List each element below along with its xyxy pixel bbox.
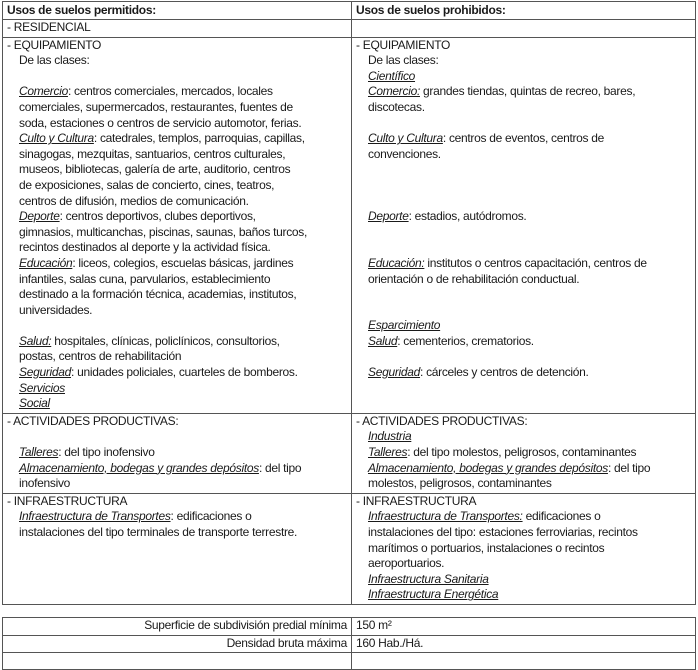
line-text: ACTIVIDADES PRODUCTIVAS: [362,413,528,428]
text-line [356,256,691,272]
text-line [7,256,347,272]
text-line [7,131,347,147]
line-text: INFRAESTRUCTURA [13,493,128,508]
text-line [7,476,347,492]
text-line [356,476,691,492]
category-label: Infraestructura de Transportes: [368,509,523,524]
text-line [356,541,691,557]
bullet-dash: - [7,37,14,52]
line-text: de exposiciones, salas de concierto, cines, teatros, [19,177,275,192]
line-text: INFRAESTRUCTURA [362,493,477,508]
line-text: grandes tiendas, quintas de recreo, bares, [419,84,636,99]
text-line [356,556,691,572]
category-label: Esparcimiento [368,318,441,333]
category-label: Salud: [19,333,52,348]
line-text: De las clases: [368,53,439,68]
text-line [356,194,691,210]
permitted-cell [3,493,352,604]
category-label: Almacenamiento, bodegas y grandes depósitos [19,460,259,475]
line-text: edificaciones o [522,509,601,524]
text-line [7,116,347,132]
line-text: infantiles, salas cuna, parvularios, establecimiento [19,271,271,286]
text-line [356,131,691,147]
category-label: Deporte [19,209,60,224]
text-line [7,178,347,194]
line-text: comerciales, supermercados, restaurantes, fuentes de [19,99,293,114]
text-line [356,178,691,194]
category-label: Talleres [368,445,408,460]
category-label: Culto y Cultura [368,131,443,146]
header-row [3,2,696,20]
category-label: Social [19,396,50,411]
category-label: Infraestructura Energética [368,587,499,602]
text-line [356,445,691,461]
line-text: centros de difusión, medios de comunicación. [19,193,249,208]
text-line [356,509,691,525]
text-line [356,414,691,430]
text-line [7,225,347,241]
text-line [356,209,691,225]
category-label: Comercio: [368,84,420,99]
text-line [7,20,347,36]
line-text: discotecas. [368,99,425,114]
line-text: gimnasios, multicanchas, piscinas, saunas, baños turcos, [19,224,308,239]
line-text: soda, estaciones o centros de servicio automotor, ferias. [19,115,302,130]
category-label: Infraestructura Sanitaria [368,571,489,586]
line-text: : del tipo [258,460,302,475]
line-text: : liceos, colegios, escuelas básicas, jardines [72,255,294,270]
text-line [7,509,347,525]
line-text: : edificaciones o [170,509,252,524]
spec-row [3,653,696,670]
spec-label: Densidad bruta máxima [3,635,352,653]
text-line [7,147,347,163]
bullet-dash: - [356,493,363,508]
line-text: : del tipo inofensivo [58,445,155,460]
category-label: Comercio [19,84,68,99]
category-label: Almacenamiento, bodegas y grandes depósitos [368,460,608,475]
permitted-cell [3,37,352,413]
line-text: institutos o centros capacitación, centros de [424,255,647,270]
category-label: Deporte [368,209,409,224]
text-line [356,365,691,381]
table-row [3,493,696,604]
line-text: postas, centros de rehabilitación [19,349,182,364]
text-line [356,334,691,350]
text-line [356,272,691,288]
category-label: Educación: [368,255,425,270]
line-text: De las clases: [19,53,90,68]
line-text: : unidades policiales, cuarteles de bomberos. [71,365,298,380]
prohibited-cell [352,493,696,604]
specs-table [2,617,696,670]
text-line [7,334,347,350]
bullet-dash: - [7,413,14,428]
text-line [356,318,691,334]
spec-label: Superficie de subdivisión predial mínima [3,618,352,636]
text-line [356,240,691,256]
text-line [7,272,347,288]
category-label: Infraestructura de Transportes [19,509,171,524]
category-label: Industria [368,429,412,444]
text-line [356,287,691,303]
line-text: : del tipo [607,460,651,475]
text-line [7,162,347,178]
line-text: : centros de eventos, centros de [442,131,605,146]
bullet-dash: - [356,37,363,52]
line-text: destinado a la formación técnica, academias, institutos, [19,287,297,302]
line-text: : centros comerciales, mercados, locales [67,84,273,99]
line-text: : cárceles y centros de detención. [420,365,589,380]
text-line [7,100,347,116]
text-line [356,69,691,85]
text-line [356,116,691,132]
text-line [7,494,347,510]
line-text: molestos, peligrosos, contaminantes [368,476,552,491]
text-line [356,147,691,163]
line-text: instalaciones del tipo: estaciones ferroviarias, recintos [368,525,638,539]
line-text: : catedrales, templos, parroquias, capillas, [93,131,305,146]
text-line [356,303,691,319]
text-line [7,414,347,430]
spec-value: 150 m² [352,618,696,636]
prohibited-cell [352,413,696,493]
text-line [7,429,347,445]
spec-row [3,618,696,636]
line-text: marítimos o portuarios, instalaciones o recintos [368,540,605,555]
spec-value: 160 Hab./Há. [352,635,696,653]
text-line [7,69,347,85]
category-label: Salud [368,333,398,348]
prohibited-header: Usos de suelos prohibidos: [352,2,696,20]
text-line [7,365,347,381]
prohibited-cell [352,20,696,38]
text-line [7,525,347,541]
text-line [356,84,691,100]
line-text: universidades. [19,302,93,317]
permitted-cell [3,20,352,38]
line-text: : centros deportivos, clubes deportivos, [59,209,256,224]
text-line [7,194,347,210]
table-row [3,37,696,413]
table-row [3,20,696,38]
category-label: Científico [368,68,416,83]
bullet-dash: - [7,493,14,508]
text-line [7,38,347,54]
line-text: : del tipo molestos, peligrosos, contaminantes [407,445,637,460]
spec-label [3,653,352,670]
line-text: hospitales, clínicas, policlínicos, consultorios, [51,333,280,348]
line-text: EQUIPAMIENTO [362,37,451,52]
text-line [356,162,691,178]
text-line [356,572,691,588]
text-line [356,53,691,69]
bullet-dash: - [356,413,363,428]
text-line [356,100,691,116]
category-label: Educación [19,255,73,270]
spec-row [3,635,696,653]
line-text: aeroportuarios. [368,556,445,571]
bullet-dash: - [7,20,14,34]
spec-value [352,653,696,670]
text-line [356,494,691,510]
line-text: : estadios, autódromos. [408,209,527,224]
text-line [7,287,347,303]
text-line [7,461,347,477]
category-label: Culto y Cultura [19,131,94,146]
category-label: Seguridad [19,365,72,380]
text-line [7,240,347,256]
text-line [7,396,347,412]
text-line [7,445,347,461]
line-text: recintos destinados al deporte y la actividad física. [19,240,271,255]
land-use-table [2,1,696,605]
text-line [356,429,691,445]
category-label: Servicios [19,380,65,395]
line-text: RESIDENCIAL [13,20,91,34]
line-text: inofensivo [19,476,71,491]
category-label: Talleres [19,445,59,460]
text-line [7,349,347,365]
text-line [356,525,691,541]
line-text: sinagogas, mezquitas, santuarios, centros culturales, [19,146,286,161]
text-line [7,84,347,100]
text-line [356,225,691,241]
line-text: convenciones. [368,146,441,161]
text-line [356,349,691,365]
text-line [356,461,691,477]
table-row [3,413,696,493]
line-text: instalaciones del tipo terminales de transporte terrestre. [19,525,298,539]
text-line [7,53,347,69]
category-label: Seguridad [368,365,421,380]
prohibited-cell [352,37,696,413]
line-text: ACTIVIDADES PRODUCTIVAS: [13,413,179,428]
text-line [356,587,691,603]
permitted-cell [3,413,352,493]
line-text: EQUIPAMIENTO [13,37,102,52]
line-text: museos, bibliotecas, galería de arte, auditorio, centros [19,162,291,177]
text-line [7,381,347,397]
text-line [7,303,347,319]
permitted-header: Usos de suelos permitidos: [3,2,352,20]
line-text: orientación o de rehabilitación conductual. [368,271,580,286]
line-text: : cementerios, crematorios. [397,333,534,348]
text-line [7,318,347,334]
text-line [7,209,347,225]
text-line [356,38,691,54]
